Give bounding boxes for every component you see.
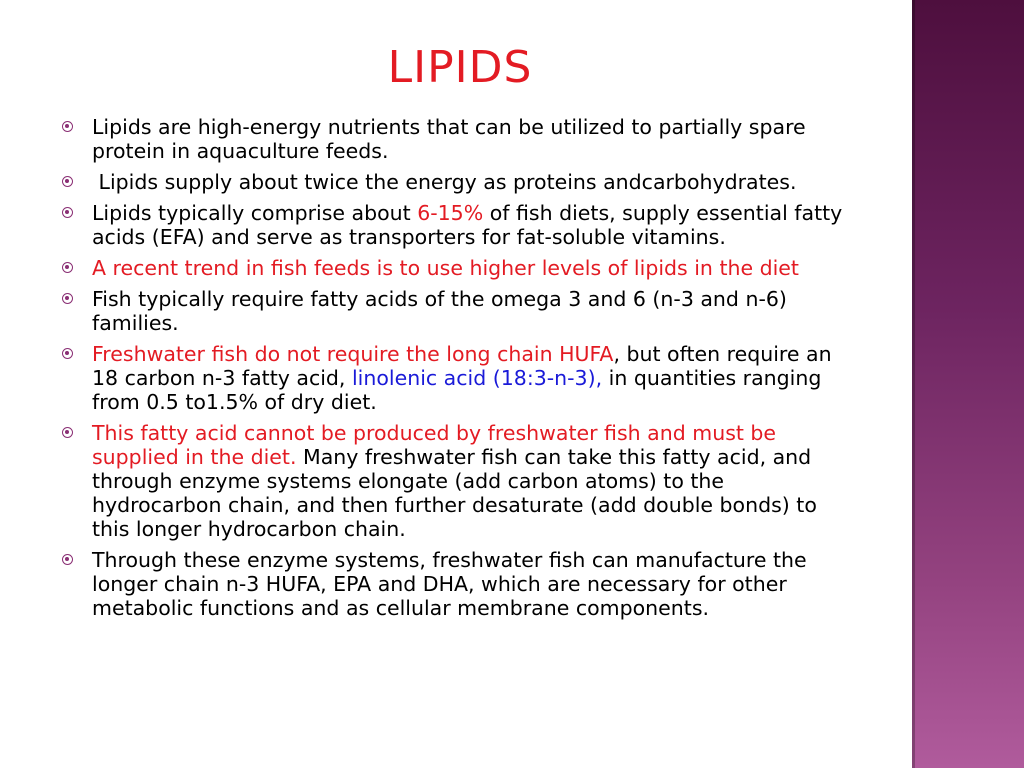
bullet-text: Lipids are high-energy nutrients that can be utilized to partially spare protein in aquaculture feeds.	[92, 115, 806, 163]
bullet-text: Many freshwater fish can take this fatty acid, and through enzyme systems elongate (add carbon atoms) to the hydrocarbon chain, and then further desaturate (add double bonds) to this longer hydrocarbon chain.	[92, 445, 824, 541]
bullet-text-highlighted: This fatty acid cannot be produced by freshwater fish and must be supplied in the diet.	[92, 421, 777, 469]
bullet-item-2	[62, 170, 857, 194]
bullet-item-1	[62, 115, 857, 163]
decorative-side-band	[912, 0, 1024, 768]
bullet-text-highlighted: A recent trend in fish feeds is to use higher levels of lipids in the diet	[92, 256, 799, 280]
circle-dot-bullet-icon	[62, 554, 73, 565]
bullet-item-6	[62, 342, 857, 414]
bullet-text-highlighted: Freshwater fish do not require the long chain HUFA	[92, 342, 614, 366]
highlight-percentage: 6-15%	[417, 201, 484, 225]
circle-dot-bullet-icon	[62, 176, 73, 187]
circle-dot-bullet-icon	[62, 121, 73, 132]
bullet-item-3	[62, 201, 857, 249]
circle-dot-bullet-icon	[62, 348, 73, 359]
bullet-text: Fish typically require fatty acids of the omega 3 and 6 (n-3 and n-6) families.	[92, 287, 787, 335]
slide-title: LIPIDS	[387, 42, 533, 93]
bullet-item-4	[62, 256, 857, 280]
bullet-item-7	[62, 421, 857, 541]
bullet-item-8	[62, 548, 857, 620]
bullet-text: Through these enzyme systems, freshwater fish can manufacture the longer chain n-3 HUFA, EPA and DHA, which are necessary for other metabolic functions and as cellular membrane components.	[92, 548, 807, 620]
circle-dot-bullet-icon	[62, 207, 73, 218]
circle-dot-bullet-icon	[62, 293, 73, 304]
circle-dot-bullet-icon	[62, 427, 73, 438]
bullet-text-continued: in quantities ranging from 0.5 to1.5% of dry diet.	[92, 366, 828, 414]
bullet-text-blue: linolenic acid (18:3-n-3),	[351, 366, 603, 390]
bullet-list	[62, 115, 857, 627]
circle-dot-bullet-icon	[62, 262, 73, 273]
bullet-text-continued: of fish diets, supply essential fatty acids (EFA) and serve as transporters for fat-soluble vitamins.	[92, 201, 849, 249]
bullet-text: Lipids supply about twice the energy as proteins andcarbohydrates.	[92, 170, 797, 194]
bullet-item-5	[62, 287, 857, 335]
bullet-text: , but often require an 18 carbon n-3 fatty acid,	[92, 342, 839, 390]
bullet-text: Lipids typically comprise about	[92, 201, 418, 225]
